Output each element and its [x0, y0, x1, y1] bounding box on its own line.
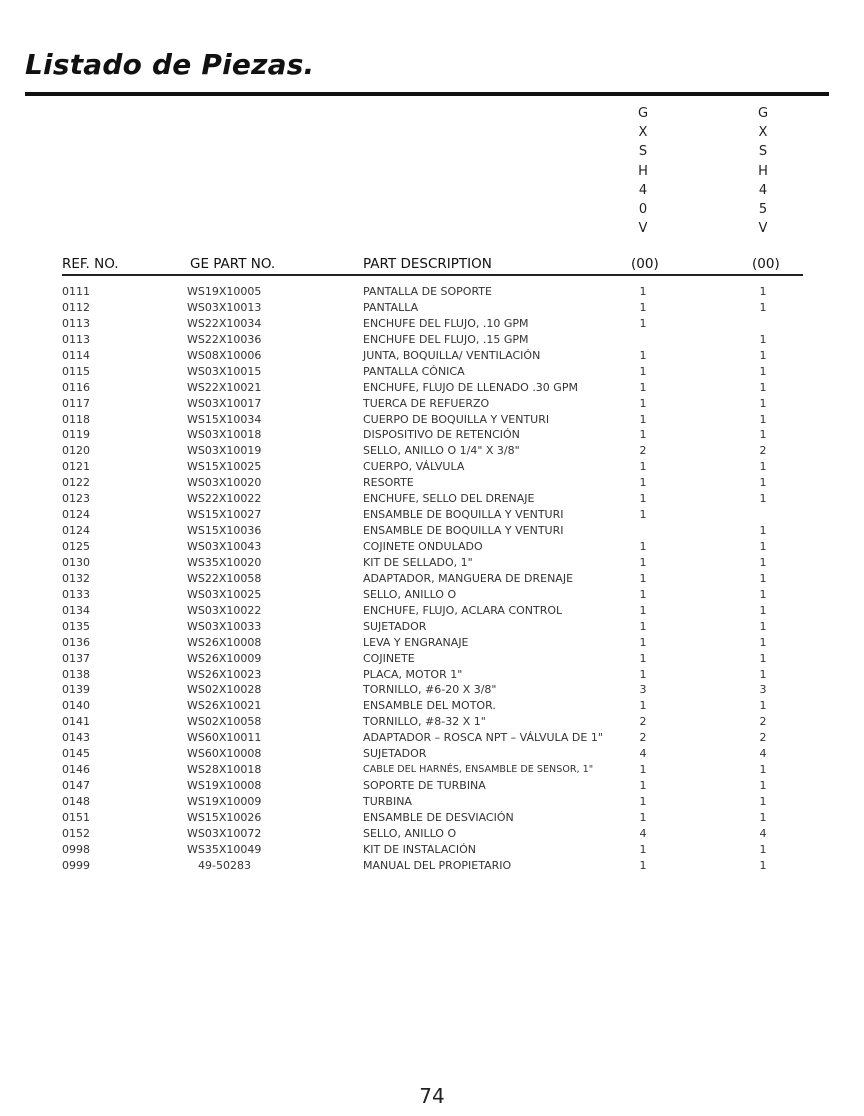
ref-no-cell: 0121: [62, 460, 90, 474]
part-no-cell: WS03X10043: [187, 540, 262, 553]
qty-model-2-cell: 1: [759, 364, 767, 378]
qty-model-2-cell: 1: [759, 300, 767, 314]
qty-model-1-cell: 1: [639, 348, 647, 362]
qty-model-1-cell: 2: [639, 444, 647, 458]
model-letter: G: [757, 106, 769, 121]
ref-no-cell: 0125: [62, 540, 90, 553]
qty-model-1-cell: 1: [639, 858, 647, 872]
table-row: [0, 381, 864, 397]
qty-model-1-cell: 1: [639, 412, 647, 426]
ref-no-cell: 0143: [62, 731, 90, 745]
part-no-cell: WS03X10013: [187, 300, 262, 314]
table-row: [0, 365, 864, 381]
description-cell: ENCHUFE DEL FLUJO, .15 GPM: [363, 332, 529, 346]
model-letter: S: [638, 144, 648, 160]
table-row: [0, 413, 864, 429]
qty-model-2-cell: 1: [759, 555, 767, 569]
table-row: [0, 349, 864, 365]
part-no-cell: WS03X10033: [187, 619, 262, 633]
ref-no-cell: 0116: [62, 380, 90, 394]
table-row: [0, 620, 864, 636]
description-cell: ENCHUFE, FLUJO, ACLARA CONTROL: [363, 603, 563, 617]
table-row: [0, 428, 864, 444]
table-row: [0, 652, 864, 668]
header-part-description: PART DESCRIPTION: [363, 256, 492, 272]
ref-no-cell: 0124: [62, 508, 90, 522]
table-row: [0, 285, 864, 301]
qty-model-1-cell: 4: [639, 747, 647, 761]
table-row: [0, 508, 864, 524]
model-letter: H: [758, 163, 768, 179]
qty-model-2-cell: 1: [759, 763, 767, 777]
header-qty-model-2: (00): [752, 256, 780, 272]
ref-no-cell: 0136: [62, 635, 90, 649]
qty-model-2-cell: 1: [759, 396, 767, 410]
part-no-cell: WS03X10022: [187, 603, 262, 617]
description-cell: SOPORTE DE TURBINA: [363, 779, 486, 793]
model-letter: 4: [638, 182, 648, 198]
ref-no-cell: 0148: [62, 795, 90, 808]
qty-model-2-cell: 1: [759, 524, 767, 538]
table-row: [0, 540, 864, 556]
qty-model-2-cell: 1: [759, 412, 767, 426]
ref-no-cell: 0118: [62, 412, 90, 426]
qty-model-1-cell: 1: [639, 428, 647, 442]
description-cell: ADAPTADOR – ROSCA NPT – VÁLVULA DE 1": [363, 731, 603, 745]
qty-model-1-cell: 1: [639, 364, 647, 378]
ref-no-cell: 0152: [62, 826, 90, 840]
qty-model-2-cell: 1: [759, 603, 767, 617]
table-row: [0, 731, 864, 747]
description-cell: SELLO, ANILLO O: [363, 587, 457, 601]
ref-no-cell: 0111: [62, 285, 90, 298]
table-row: [0, 747, 864, 763]
table-row: [0, 811, 864, 827]
qty-model-1-cell: 4: [639, 826, 647, 840]
qty-model-2-cell: 1: [759, 587, 767, 601]
part-no-cell: WS03X10019: [187, 444, 262, 458]
table-row: [0, 460, 864, 476]
qty-model-1-cell: 1: [639, 285, 647, 298]
qty-model-1-cell: 1: [639, 555, 647, 569]
part-no-cell: WS03X10018: [187, 428, 262, 442]
model-letter: 0: [638, 202, 648, 218]
part-no-cell: WS15X10034: [187, 412, 262, 426]
part-no-cell: WS03X10025: [187, 587, 262, 601]
table-row: [0, 636, 864, 652]
ref-no-cell: 0134: [62, 603, 90, 617]
table-row: [0, 588, 864, 604]
ref-no-cell: 0151: [62, 810, 90, 824]
model-letter: 5: [758, 202, 768, 218]
qty-model-2-cell: 1: [759, 858, 767, 872]
part-no-cell: 49-50283: [198, 858, 251, 872]
description-cell: DISPOSITIVO DE RETENCIÓN: [363, 428, 520, 442]
part-no-cell: WS22X10058: [187, 571, 262, 585]
model-letter: V: [638, 221, 648, 237]
model-letter: G: [637, 106, 649, 121]
table-row: [0, 859, 864, 875]
parts-table: [0, 285, 864, 875]
part-no-cell: WS15X10025: [187, 460, 262, 474]
description-cell: CUERPO DE BOQUILLA Y VENTURI: [363, 412, 550, 426]
qty-model-2-cell: 2: [759, 731, 767, 745]
part-no-cell: WS03X10072: [187, 826, 262, 840]
model-column-gxsh45v: [753, 104, 773, 238]
ref-no-cell: 0141: [62, 715, 90, 729]
model-letter: H: [638, 163, 648, 179]
ref-no-cell: 0133: [62, 587, 90, 601]
description-cell: SUJETADOR: [363, 619, 427, 633]
qty-model-2-cell: 1: [759, 842, 767, 856]
qty-model-1-cell: 1: [639, 540, 647, 553]
table-row: [0, 779, 864, 795]
ref-no-cell: 0119: [62, 428, 90, 442]
qty-model-2-cell: 1: [759, 540, 767, 553]
description-cell: MANUAL DEL PROPIETARIO: [363, 858, 512, 872]
table-row: [0, 843, 864, 859]
part-no-cell: WS26X10008: [187, 635, 262, 649]
table-row: [0, 763, 864, 779]
description-cell: PANTALLA: [363, 300, 419, 314]
qty-model-1-cell: 1: [639, 635, 647, 649]
part-no-cell: WS03X10017: [187, 396, 262, 410]
qty-model-2-cell: 2: [759, 715, 767, 729]
description-cell: TUERCA DE REFUERZO: [363, 396, 490, 410]
table-row: [0, 699, 864, 715]
description-cell: ENCHUFE, SELLO DEL DRENAJE: [363, 492, 535, 506]
table-row: [0, 683, 864, 699]
qty-model-1-cell: 1: [639, 492, 647, 506]
description-cell: ENCHUFE, FLUJO DE LLENADO .30 GPM: [363, 380, 578, 394]
description-cell: ENSAMBLE DE BOQUILLA Y VENTURI: [363, 508, 564, 522]
page-title: Listado de Piezas.: [25, 48, 315, 81]
header-ge-part-no: GE PART NO.: [190, 256, 276, 272]
description-cell: ADAPTADOR, MANGUERA DE DRENAJE: [363, 571, 574, 585]
qty-model-2-cell: 1: [759, 779, 767, 793]
ref-no-cell: 0140: [62, 699, 90, 713]
ref-no-cell: 0122: [62, 476, 90, 490]
qty-model-1-cell: 1: [639, 571, 647, 585]
qty-model-1-cell: 1: [639, 795, 647, 808]
description-cell: CUERPO, VÁLVULA: [363, 460, 465, 474]
qty-model-2-cell: 1: [759, 380, 767, 394]
part-no-cell: WS28X10018: [187, 763, 262, 777]
part-no-cell: WS19X10005: [187, 285, 262, 298]
qty-model-1-cell: 2: [639, 731, 647, 745]
ref-no-cell: 0117: [62, 396, 90, 410]
table-row: [0, 827, 864, 843]
part-no-cell: WS60X10011: [187, 731, 262, 745]
model-letter: 4: [758, 182, 768, 198]
qty-model-2-cell: 1: [759, 492, 767, 506]
qty-model-1-cell: 1: [639, 810, 647, 824]
description-cell: SUJETADOR: [363, 747, 427, 761]
ref-no-cell: 0135: [62, 619, 90, 633]
table-row: [0, 572, 864, 588]
description-cell: PANTALLA DE SOPORTE: [363, 285, 492, 298]
qty-model-1-cell: 1: [639, 651, 647, 665]
part-no-cell: WS03X10015: [187, 364, 262, 378]
description-cell: SELLO, ANILLO O: [363, 826, 457, 840]
ref-no-cell: 0124: [62, 524, 90, 538]
qty-model-2-cell: 2: [759, 444, 767, 458]
description-cell: TORNILLO, #6-20 X 3/8": [363, 683, 497, 697]
table-row: [0, 524, 864, 540]
qty-model-2-cell: 1: [759, 460, 767, 474]
qty-model-1-cell: 1: [639, 587, 647, 601]
header-divider: [62, 274, 803, 276]
qty-model-2-cell: 1: [759, 476, 767, 490]
page-number: 74: [419, 1084, 445, 1108]
part-no-cell: WS22X10021: [187, 380, 262, 394]
qty-model-2-cell: 1: [759, 651, 767, 665]
qty-model-2-cell: 4: [759, 747, 767, 761]
ref-no-cell: 0112: [62, 300, 90, 314]
part-no-cell: WS35X10020: [187, 555, 262, 569]
description-cell: TURBINA: [363, 795, 412, 808]
table-row: [0, 397, 864, 413]
ref-no-cell: 0130: [62, 555, 90, 569]
qty-model-2-cell: 1: [759, 667, 767, 681]
table-row: [0, 333, 864, 349]
ref-no-cell: 0123: [62, 492, 90, 506]
qty-model-1-cell: 1: [639, 476, 647, 490]
qty-model-1-cell: 1: [639, 763, 647, 777]
description-cell: PLACA, MOTOR 1": [363, 667, 463, 681]
header-ref-no: REF. NO.: [62, 256, 119, 272]
qty-model-1-cell: 1: [639, 667, 647, 681]
qty-model-1-cell: 1: [639, 380, 647, 394]
qty-model-1-cell: 3: [639, 683, 647, 697]
ref-no-cell: 0147: [62, 779, 90, 793]
qty-model-1-cell: 1: [639, 603, 647, 617]
header-qty-model-1: (00): [631, 256, 659, 272]
qty-model-2-cell: 3: [759, 683, 767, 697]
description-cell: ENSAMBLE DEL MOTOR.: [363, 699, 496, 713]
qty-model-2-cell: 4: [759, 826, 767, 840]
description-cell: KIT DE INSTALACIÓN: [363, 842, 476, 856]
part-no-cell: WS08X10006: [187, 348, 262, 362]
part-no-cell: WS60X10008: [187, 747, 262, 761]
part-no-cell: WS22X10022: [187, 492, 262, 506]
qty-model-1-cell: 1: [639, 460, 647, 474]
description-cell: ENSAMBLE DE DESVIACIÓN: [363, 810, 514, 824]
title-divider: [25, 92, 829, 96]
table-row: [0, 715, 864, 731]
qty-model-2-cell: 1: [759, 348, 767, 362]
qty-model-1-cell: 1: [639, 699, 647, 713]
ref-no-cell: 0132: [62, 571, 90, 585]
qty-model-1-cell: 2: [639, 715, 647, 729]
model-letter: X: [638, 125, 648, 141]
description-cell: SELLO, ANILLO O 1/4" X 3/8": [363, 444, 520, 458]
table-row: [0, 795, 864, 811]
qty-model-2-cell: 1: [759, 795, 767, 808]
qty-model-1-cell: 1: [639, 316, 647, 330]
qty-model-1-cell: 1: [639, 508, 647, 522]
part-no-cell: WS26X10021: [187, 699, 262, 713]
ref-no-cell: 0137: [62, 651, 90, 665]
description-cell: CABLE DEL HARNÉS, ENSAMBLE DE SENSOR, 1": [363, 764, 594, 776]
part-no-cell: WS22X10036: [187, 332, 262, 346]
ref-no-cell: 0145: [62, 747, 90, 761]
description-cell: TORNILLO, #8-32 X 1": [363, 715, 486, 729]
description-cell: PANTALLA CÓNICA: [363, 364, 465, 378]
ref-no-cell: 0115: [62, 364, 90, 378]
ref-no-cell: 0113: [62, 316, 90, 330]
ref-no-cell: 0113: [62, 332, 90, 346]
description-cell: COJINETE: [363, 651, 415, 665]
part-no-cell: WS15X10027: [187, 508, 262, 522]
part-no-cell: WS19X10009: [187, 795, 262, 808]
qty-model-2-cell: 1: [759, 699, 767, 713]
ref-no-cell: 0114: [62, 348, 90, 362]
qty-model-2-cell: 1: [759, 285, 767, 298]
ref-no-cell: 0139: [62, 683, 90, 697]
part-no-cell: WS15X10026: [187, 810, 262, 824]
qty-model-1-cell: 1: [639, 300, 647, 314]
description-cell: KIT DE SELLADO, 1": [363, 555, 473, 569]
table-row: [0, 556, 864, 572]
description-cell: LEVA Y ENGRANAJE: [363, 635, 469, 649]
part-no-cell: WS03X10020: [187, 476, 262, 490]
part-no-cell: WS22X10034: [187, 316, 262, 330]
description-cell: RESORTE: [363, 476, 414, 490]
qty-model-2-cell: 1: [759, 619, 767, 633]
part-no-cell: WS15X10036: [187, 524, 262, 538]
ref-no-cell: 0146: [62, 763, 90, 777]
model-column-gxsh40v: [633, 104, 653, 238]
ref-no-cell: 0120: [62, 444, 90, 458]
part-no-cell: WS26X10023: [187, 667, 262, 681]
model-letter: S: [758, 144, 768, 160]
model-letter: V: [758, 221, 768, 237]
description-cell: ENSAMBLE DE BOQUILLA Y VENTURI: [363, 524, 564, 538]
qty-model-1-cell: 1: [639, 619, 647, 633]
qty-model-2-cell: 1: [759, 428, 767, 442]
table-row: [0, 476, 864, 492]
part-no-cell: WS02X10058: [187, 715, 262, 729]
description-cell: COJINETE ONDULADO: [363, 540, 483, 553]
table-row: [0, 444, 864, 460]
part-no-cell: WS35X10049: [187, 842, 262, 856]
ref-no-cell: 0998: [62, 842, 90, 856]
description-cell: ENCHUFE DEL FLUJO, .10 GPM: [363, 316, 529, 330]
part-no-cell: WS26X10009: [187, 651, 262, 665]
part-no-cell: WS02X10028: [187, 683, 262, 697]
ref-no-cell: 0999: [62, 858, 90, 872]
table-row: [0, 668, 864, 684]
table-row: [0, 317, 864, 333]
table-row: [0, 492, 864, 508]
table-row: [0, 301, 864, 317]
table-row: [0, 604, 864, 620]
qty-model-1-cell: 1: [639, 842, 647, 856]
qty-model-2-cell: 1: [759, 810, 767, 824]
qty-model-2-cell: 1: [759, 332, 767, 346]
qty-model-1-cell: 1: [639, 396, 647, 410]
qty-model-2-cell: 1: [759, 571, 767, 585]
qty-model-1-cell: 1: [639, 779, 647, 793]
part-no-cell: WS19X10008: [187, 779, 262, 793]
model-letter: X: [758, 125, 768, 141]
ref-no-cell: 0138: [62, 667, 90, 681]
description-cell: JUNTA, BOQUILLA/ VENTILACIÓN: [363, 348, 541, 362]
qty-model-2-cell: 1: [759, 635, 767, 649]
